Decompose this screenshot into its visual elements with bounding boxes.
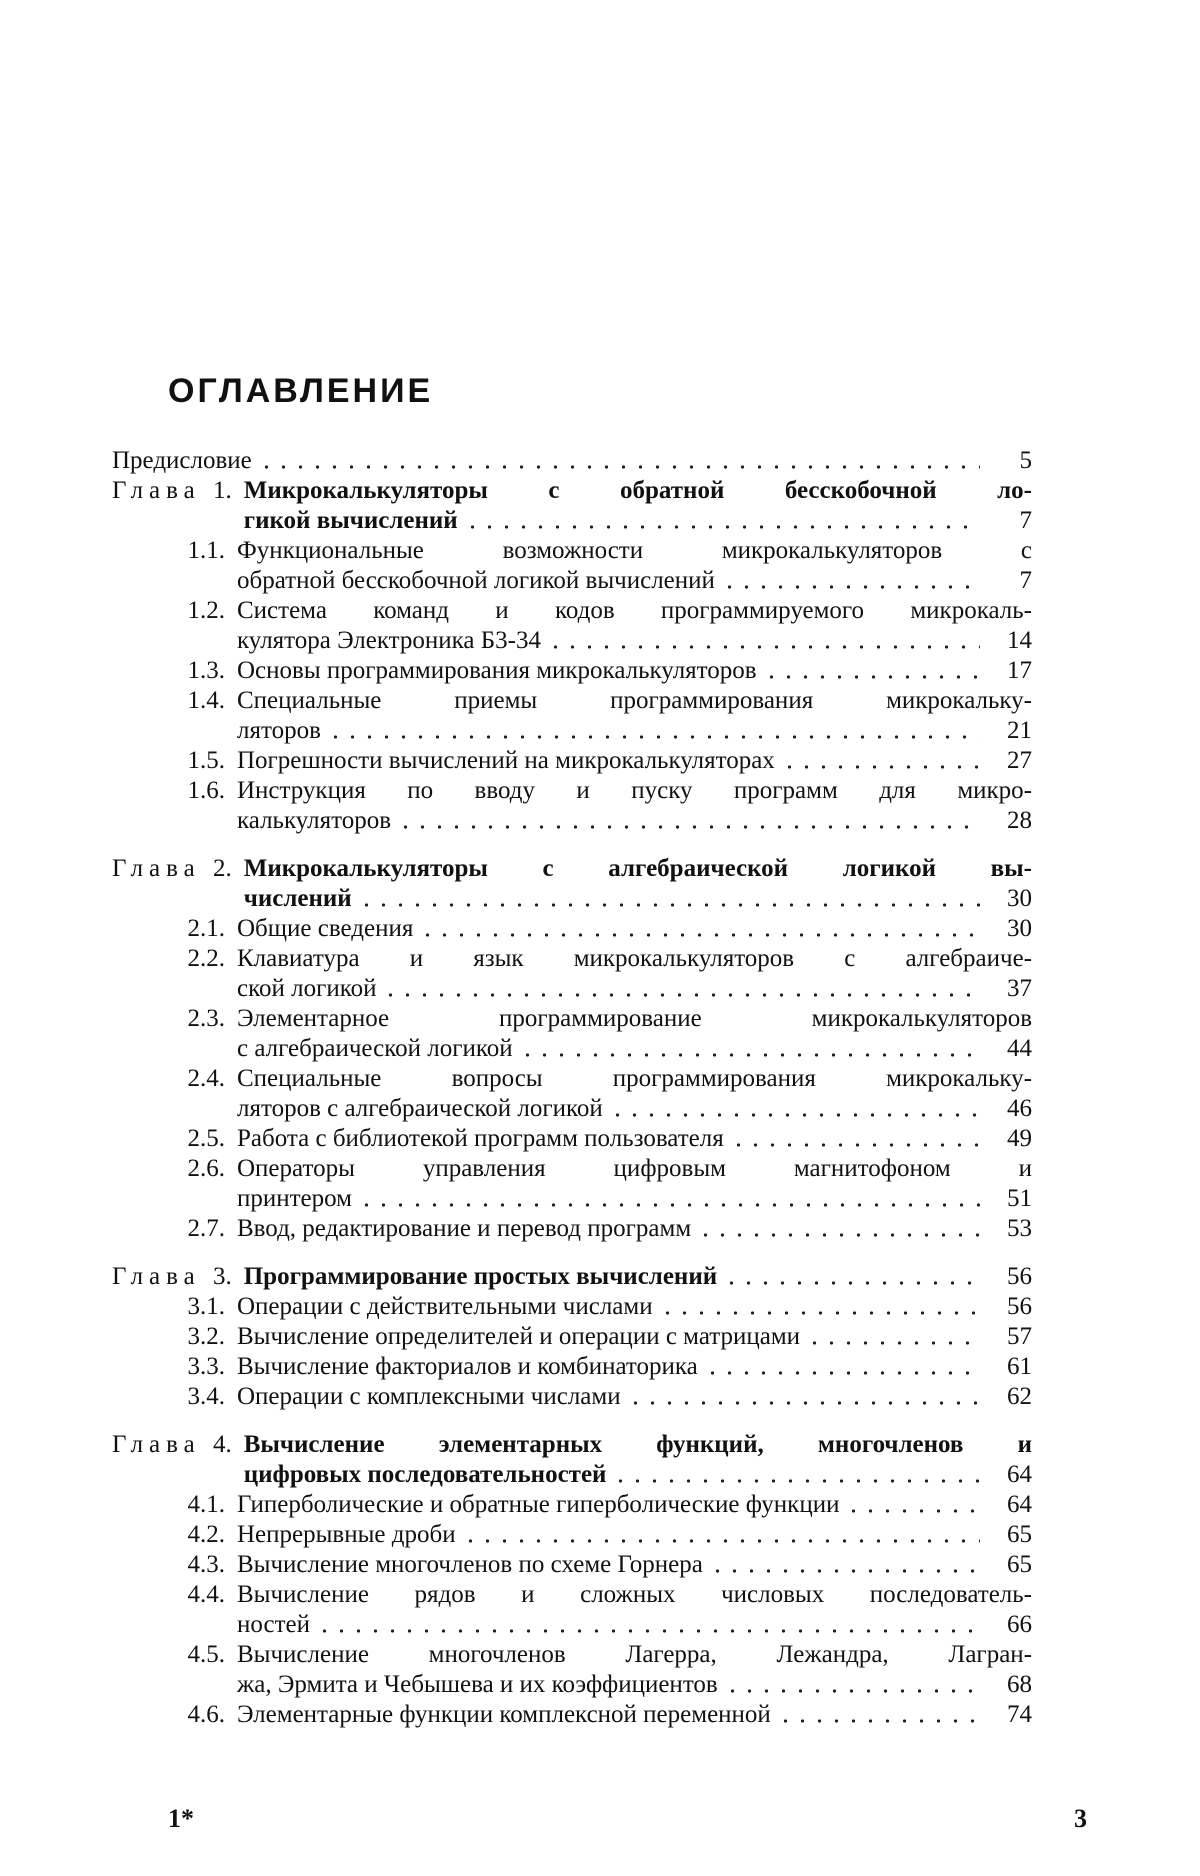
toc-chapter[interactable] — [112, 476, 1032, 536]
dot-leader — [806, 1340, 980, 1346]
section-title — [237, 1064, 1032, 1124]
entry-page-number: 7 — [986, 506, 1032, 536]
dot-leader — [258, 464, 980, 470]
entry-text-line: Программирование простых вычислений — [244, 1262, 717, 1292]
entry-text-line: Общие сведения — [237, 914, 413, 944]
dot-leader — [519, 1052, 980, 1058]
section-number: 2.7. — [112, 1214, 237, 1244]
toc-section[interactable] — [112, 1550, 1032, 1580]
toc-section[interactable] — [112, 596, 1032, 656]
entry-text-line: Микрокалькуляторы с обратной бесскобочной ло- — [244, 476, 1032, 506]
section-title — [237, 686, 1032, 746]
dot-leader — [763, 674, 980, 680]
section-number: 3.4. — [112, 1382, 237, 1412]
entry-last-line — [237, 1214, 1032, 1244]
entry-last-line — [237, 1352, 1032, 1382]
entry-text-line: гикой вычислений — [244, 506, 458, 536]
section-title — [237, 1520, 1032, 1550]
page-number: 3 — [1074, 1804, 1087, 1834]
section-title — [237, 1700, 1032, 1730]
entry-last-line — [112, 446, 1032, 476]
toc-section[interactable] — [112, 1700, 1032, 1730]
page-title: ОГЛАВЛЕНИЕ — [168, 372, 433, 411]
entry-text-line: ляторов с алгебраической логикой — [237, 1094, 603, 1124]
entry-text-line: Инструкция по вводу и пуску программ для микро- — [237, 776, 1032, 806]
section-number: 2.6. — [112, 1154, 237, 1184]
signature-mark: 1* — [168, 1804, 194, 1834]
dot-leader — [777, 1718, 980, 1724]
entry-page-number: 57 — [986, 1322, 1032, 1352]
entry-text-line: Вычисление рядов и сложных числовых последователь- — [237, 1580, 1032, 1610]
entry-last-line — [237, 716, 1032, 746]
entry-text-line: Гиперболические и обратные гиперболические функции — [237, 1490, 839, 1520]
chapter-label — [112, 854, 232, 884]
chapter-prefix: Глава — [112, 1263, 201, 1290]
chapter-number: 4. — [213, 1431, 232, 1458]
entry-page-number: 56 — [986, 1262, 1032, 1292]
toc-section[interactable] — [112, 1382, 1032, 1412]
entry-last-line — [237, 1490, 1032, 1520]
toc-section[interactable] — [112, 1214, 1032, 1244]
entry-last-line — [237, 1292, 1032, 1322]
dot-leader — [659, 1310, 980, 1316]
chapter-label — [112, 476, 232, 506]
entry-last-line — [237, 1520, 1032, 1550]
entry-last-line — [237, 1184, 1032, 1214]
section-title — [237, 656, 1032, 686]
chapter-prefix: Глава — [112, 477, 201, 504]
entry-page-number: 68 — [986, 1670, 1032, 1700]
dot-leader — [316, 1628, 980, 1634]
entry-last-line — [244, 1262, 1032, 1292]
entry-text-line: Клавиатура и язык микрокалькуляторов с алгебраиче- — [237, 944, 1032, 974]
chapter-number: 3. — [213, 1263, 232, 1290]
entry-text-line: Операции с действительными числами — [237, 1292, 653, 1322]
entry-text-line: Микрокалькуляторы с алгебраической логикой вы- — [244, 854, 1032, 884]
section-title — [237, 1214, 1032, 1244]
entry-last-line — [237, 1700, 1032, 1730]
section-title — [237, 536, 1032, 596]
dot-leader — [358, 902, 980, 908]
dot-leader — [327, 734, 980, 740]
entry-text-line: ностей — [237, 1610, 310, 1640]
section-number: 2.2. — [112, 944, 237, 974]
entry-page-number: 65 — [986, 1550, 1032, 1580]
chapter-title — [244, 1430, 1032, 1490]
entry-text-line: Основы программирования микрокалькуляторов — [237, 656, 757, 686]
entry-last-line — [237, 566, 1032, 596]
dot-leader — [704, 1370, 980, 1376]
dot-leader — [612, 1478, 980, 1484]
entry-last-line — [237, 806, 1032, 836]
toc-section[interactable] — [112, 1292, 1032, 1322]
entry-page-number: 65 — [986, 1520, 1032, 1550]
entry-last-line — [237, 626, 1032, 656]
entry-last-line — [237, 1034, 1032, 1064]
chapter-prefix: Глава — [112, 1431, 201, 1458]
section-number: 4.4. — [112, 1580, 237, 1610]
entry-last-line — [237, 1094, 1032, 1124]
entry-last-line — [237, 1382, 1032, 1412]
entry-page-number: 14 — [986, 626, 1032, 656]
entry-page-number: 53 — [986, 1214, 1032, 1244]
entry-text-line: обратной бесскобочной логикой вычислений — [237, 566, 715, 596]
entry-text-line: числений — [244, 884, 352, 914]
chapter-title — [244, 1262, 1032, 1292]
entry-page-number: 5 — [986, 446, 1032, 476]
entry-last-line — [237, 1610, 1032, 1640]
entry-text-line: жа, Эрмита и Чебышева и их коэффициентов — [237, 1670, 718, 1700]
chapter-prefix: Глава — [112, 855, 201, 882]
entry-text — [112, 446, 1032, 476]
entry-text-line: Операции с комплексными числами — [237, 1382, 621, 1412]
entry-page-number: 30 — [986, 884, 1032, 914]
section-title — [237, 1154, 1032, 1214]
section-number: 2.1. — [112, 914, 237, 944]
section-number: 2.5. — [112, 1124, 237, 1154]
section-title — [237, 1352, 1032, 1382]
toc-section[interactable] — [112, 536, 1032, 596]
entry-text-line: Операторы управления цифровым магнитофоном и — [237, 1154, 1032, 1184]
entry-text-line: Элементарное программирование микрокалькуляторов — [237, 1004, 1032, 1034]
toc-section[interactable] — [112, 1640, 1032, 1700]
entry-page-number: 56 — [986, 1292, 1032, 1322]
section-number: 3.2. — [112, 1322, 237, 1352]
section-number: 4.3. — [112, 1550, 237, 1580]
section-number: 1.6. — [112, 776, 237, 806]
toc-chapter[interactable] — [112, 854, 1032, 914]
entry-last-line — [237, 1670, 1032, 1700]
section-title — [237, 596, 1032, 656]
toc-section[interactable] — [112, 1124, 1032, 1154]
entry-page-number: 61 — [986, 1352, 1032, 1382]
section-number: 2.3. — [112, 1004, 237, 1034]
section-title — [237, 1124, 1032, 1154]
toc-chapter[interactable] — [112, 1430, 1032, 1490]
dot-leader — [627, 1400, 980, 1406]
entry-page-number: 7 — [986, 566, 1032, 596]
chapter-label — [112, 1430, 232, 1460]
section-number: 1.1. — [112, 536, 237, 566]
entry-last-line — [237, 914, 1032, 944]
section-title — [237, 776, 1032, 836]
chapter-number: 2. — [213, 855, 232, 882]
toc-section[interactable] — [112, 686, 1032, 746]
dot-leader — [547, 644, 980, 650]
chapter-number: 1. — [213, 477, 232, 504]
entry-page-number: 62 — [986, 1382, 1032, 1412]
dot-leader — [397, 824, 980, 830]
entry-page-number: 66 — [986, 1610, 1032, 1640]
entry-page-number: 21 — [986, 716, 1032, 746]
entry-page-number: 17 — [986, 656, 1032, 686]
toc-section[interactable] — [112, 656, 1032, 686]
entry-last-line — [237, 1322, 1032, 1352]
dot-leader — [721, 584, 980, 590]
toc-page — [0, 0, 1200, 1876]
entry-text-line: Вычисление многочленов Лагерра, Лежандра, Лагран- — [237, 1640, 1032, 1670]
section-title — [237, 1382, 1032, 1412]
entry-page-number: 46 — [986, 1094, 1032, 1124]
entry-page-number: 64 — [986, 1460, 1032, 1490]
entry-text-line: с алгебраической логикой — [237, 1034, 513, 1064]
dot-leader — [464, 524, 980, 530]
dot-leader — [723, 1280, 980, 1286]
entry-page-number: 27 — [986, 746, 1032, 776]
dot-leader — [845, 1508, 980, 1514]
dot-leader — [724, 1688, 980, 1694]
toc-section[interactable] — [112, 1064, 1032, 1124]
entry-text-line: Вычисление определителей и операции с матрицами — [237, 1322, 800, 1352]
toc-section[interactable] — [112, 1490, 1032, 1520]
section-number: 2.4. — [112, 1064, 237, 1094]
entry-last-line — [237, 1124, 1032, 1154]
section-number: 1.4. — [112, 686, 237, 716]
entry-page-number: 74 — [986, 1700, 1032, 1730]
entry-text-line: Вычисление элементарных функций, многочленов и — [244, 1430, 1032, 1460]
entry-text-line: кулятора Электроника Б3-34 — [237, 626, 541, 656]
section-number: 1.3. — [112, 656, 237, 686]
section-number: 4.6. — [112, 1700, 237, 1730]
dot-leader — [419, 932, 980, 938]
entry-page-number: 37 — [986, 974, 1032, 1004]
dot-leader — [358, 1202, 980, 1208]
entry-text-line: Непрерывные дроби — [237, 1520, 456, 1550]
section-number: 4.1. — [112, 1490, 237, 1520]
dot-leader — [730, 1142, 980, 1148]
entry-page-number: 28 — [986, 806, 1032, 836]
toc-section[interactable] — [112, 1004, 1032, 1064]
entry-text-line: Система команд и кодов программируемого микрокаль- — [237, 596, 1032, 626]
entry-page-number: 44 — [986, 1034, 1032, 1064]
entry-page-number: 51 — [986, 1184, 1032, 1214]
dot-leader — [709, 1568, 980, 1574]
section-title — [237, 1292, 1032, 1322]
entry-last-line — [244, 506, 1032, 536]
entry-text-line: Погрешности вычислений на микрокалькуляторах — [237, 746, 775, 776]
section-number: 4.2. — [112, 1520, 237, 1550]
entry-text-line: Специальные приемы программирования микрокальку- — [237, 686, 1032, 716]
section-title — [237, 1580, 1032, 1640]
toc-section[interactable] — [112, 746, 1032, 776]
entry-last-line — [237, 1550, 1032, 1580]
toc-section[interactable] — [112, 1352, 1032, 1382]
entry-text-line: Вычисление факториалов и комбинаторика — [237, 1352, 698, 1382]
section-title — [237, 1550, 1032, 1580]
entry-text-line: ской логикой — [237, 974, 376, 1004]
toc-section[interactable] — [112, 1322, 1032, 1352]
section-number: 3.1. — [112, 1292, 237, 1322]
dot-leader — [462, 1538, 980, 1544]
entry-last-line — [237, 974, 1032, 1004]
entry-text-line: калькуляторов — [237, 806, 391, 836]
entry-text-line: цифровых последовательностей — [244, 1460, 607, 1490]
entry-text-line: Ввод, редактирование и перевод программ — [237, 1214, 691, 1244]
dot-leader — [382, 992, 980, 998]
toc-chapter[interactable] — [112, 1262, 1032, 1292]
entry-last-line — [237, 746, 1032, 776]
section-number: 4.5. — [112, 1640, 237, 1670]
entry-last-line — [244, 884, 1032, 914]
chapter-title — [244, 476, 1032, 536]
section-title — [237, 1640, 1032, 1700]
toc-section[interactable] — [112, 776, 1032, 836]
entry-text-line: Работа с библиотекой программ пользователя — [237, 1124, 724, 1154]
entry-text-line: Вычисление многочленов по схеме Горнера — [237, 1550, 703, 1580]
section-title — [237, 1004, 1032, 1064]
section-title — [237, 944, 1032, 1004]
section-title — [237, 1322, 1032, 1352]
entry-text-line: Элементарные функции комплексной переменной — [237, 1700, 771, 1730]
entry-text-line: принтером — [237, 1184, 352, 1214]
section-title — [237, 914, 1032, 944]
entry-text-line: ляторов — [237, 716, 321, 746]
chapter-title — [244, 854, 1032, 914]
entry-last-line — [244, 1460, 1032, 1490]
entry-text-line: Специальные вопросы программирования микрокальку- — [237, 1064, 1032, 1094]
toc-section[interactable] — [112, 944, 1032, 1004]
entry-page-number: 64 — [986, 1490, 1032, 1520]
entry-last-line — [237, 656, 1032, 686]
preface-label: Предисловие — [112, 446, 252, 476]
toc-section[interactable] — [112, 1154, 1032, 1214]
section-title — [237, 746, 1032, 776]
section-number: 3.3. — [112, 1352, 237, 1382]
chapter-label — [112, 1262, 232, 1292]
toc-section[interactable] — [112, 914, 1032, 944]
table-of-contents — [112, 446, 1032, 1730]
toc-section[interactable] — [112, 1580, 1032, 1640]
dot-leader — [609, 1112, 980, 1118]
section-number: 1.5. — [112, 746, 237, 776]
toc-entry-preface[interactable] — [112, 446, 1032, 476]
entry-text-line: Функциональные возможности микрокалькуляторов с — [237, 536, 1032, 566]
dot-leader — [781, 764, 980, 770]
dot-leader — [697, 1232, 980, 1238]
entry-page-number: 30 — [986, 914, 1032, 944]
section-number: 1.2. — [112, 596, 237, 626]
toc-section[interactable] — [112, 1520, 1032, 1550]
section-title — [237, 1490, 1032, 1520]
entry-page-number: 49 — [986, 1124, 1032, 1154]
